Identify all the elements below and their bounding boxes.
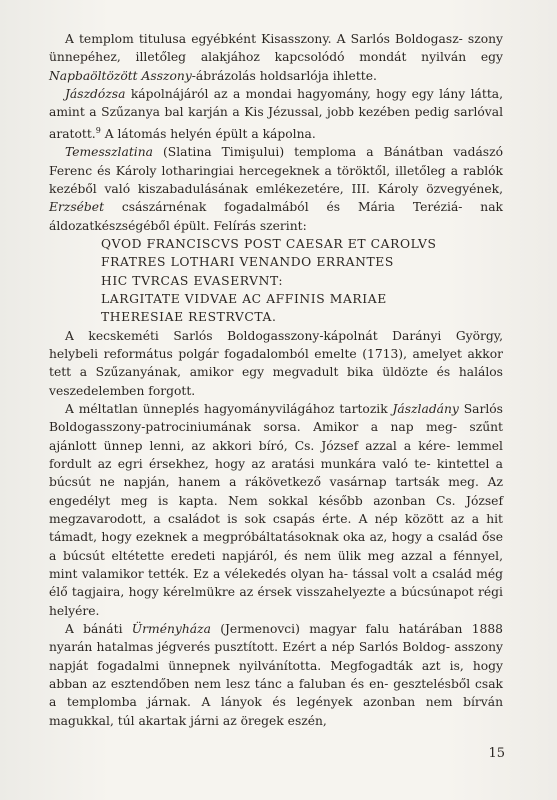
- paragraph: [49, 85, 503, 143]
- text-span: (Jermenovci) magyar falu határában 1888 nyarán hatalmas jégverés pusztított. Ezért a nép Sarlós Boldog- asszony napját fogadalmi ünnepnek nyilvánította. Megfogadták azt is, hogy abban az esztendőben nem lesz tánc a faluban és en- gesztelésből csak a templomba járnak. A lányok és legények azonban nem bírván magukkal, túl akartak járni az öregek eszén,: [49, 622, 503, 728]
- text-span: A bánáti: [65, 622, 132, 637]
- text-span: A látomás helyén épült a kápolna.: [100, 126, 316, 141]
- latin-inscription: [101, 235, 503, 327]
- text-span: császárnénak fogadalmából és Mária Teréziá- nak áldozatkészségéből épült. Felírás szerint:: [49, 200, 503, 233]
- paragraph: [49, 620, 503, 730]
- inscription-line: LARGITATE VIDVAE AC AFFINIS MARIAE: [101, 291, 387, 306]
- paragraph: [49, 143, 503, 235]
- inscription-line: HIC TVRCAS EVASERVNT:: [101, 273, 284, 288]
- italic-text: Jászladány: [392, 401, 459, 416]
- italic-text: Jászdózsa: [65, 87, 126, 102]
- page-number: 15: [488, 746, 505, 761]
- text-span: A méltatlan ünneplés hagyományvilágához tartozik: [65, 401, 393, 416]
- paragraph: [49, 327, 503, 400]
- italic-text: Ürményháza: [131, 622, 211, 637]
- text-span: -ábrázolás holdsarlója ihlette.: [191, 68, 377, 83]
- footnote-mark: 9: [95, 125, 101, 135]
- text-span: (Slatina Timişului) temploma a Bánátban vadászó Ferenc és Károly lotharingiai hercegeknek a töröktől, illetőleg a rablók kezéből való kiszabadulásának emlékezetére, III. Károly özvegyének,: [49, 145, 503, 196]
- body-text: [49, 30, 503, 730]
- text-span: A kecskeméti Sarlós Boldogasszony-kápolnát Darányi György, helybeli református polgár fogadalomból emelte (1713), amelyet akkor tett a Szűzanyának, amikor egy megvadult bika üldözte és halálos veszedelemben forgott.: [49, 328, 503, 398]
- paragraph: [49, 30, 503, 85]
- italic-text: Temesszlatina: [65, 145, 153, 160]
- text-span: kápolnájáról az a mondai hagyomány, hogy egy lány látta, amint a Szűzanya bal karján a Kis Jézussal, jobb kezében pedig sarlóval aratott.: [49, 87, 503, 141]
- italic-text: Napbaöltözött Asszony: [49, 68, 192, 83]
- text-span: A templom titulusa egyébként Kisasszony. A Sarlós Boldogasz- szony ünnepéhez, illetőleg alakjához kapcsolódó mondát nyilván egy: [49, 32, 503, 65]
- paragraph-group-main: [49, 327, 503, 731]
- inscription-line: QVOD FRANCISCVS POST CAESAR ET CAROLVS: [101, 236, 437, 251]
- italic-text: Erzsébet: [49, 200, 105, 215]
- text-span: Sarlós Boldogasszony-patrociniumának sorsa. Amikor a nap meg- szűnt ajánlott ünnep lenni, az akkori bíró, Cs. József azzal a kére- lemmel fordult az egri érsekhez, hogy az aratási munkára való te- kintettel a búcsút ne napján, hanem a rákövetkező vasárnap tartsák meg. Az engedélyt meg is kapta. Nem sokkal később azonban Cs. József megzavarodott, a családot is sok csapás érte. A nép között az a hit támadt, hogy ezeknek a megpróbáltatásoknak oka az, hogy a család őse a búcsút eltétette eredeti napjáról, és nem ülik meg azzal a fénnyel, mint valamikor tették. Ez a vélekedés olyan ha- tással volt a család még élő tagjaira, hogy kérelmükre az érsek visszahelyezte a búcsúnapot régi helyére.: [49, 401, 503, 618]
- inscription-line: THERESIAE RESTRVCTA.: [101, 310, 277, 325]
- paragraph-group-intro: [49, 30, 503, 235]
- paragraph: [49, 400, 503, 620]
- inscription-line: FRATRES LOTHARI VENANDO ERRANTES: [101, 255, 394, 270]
